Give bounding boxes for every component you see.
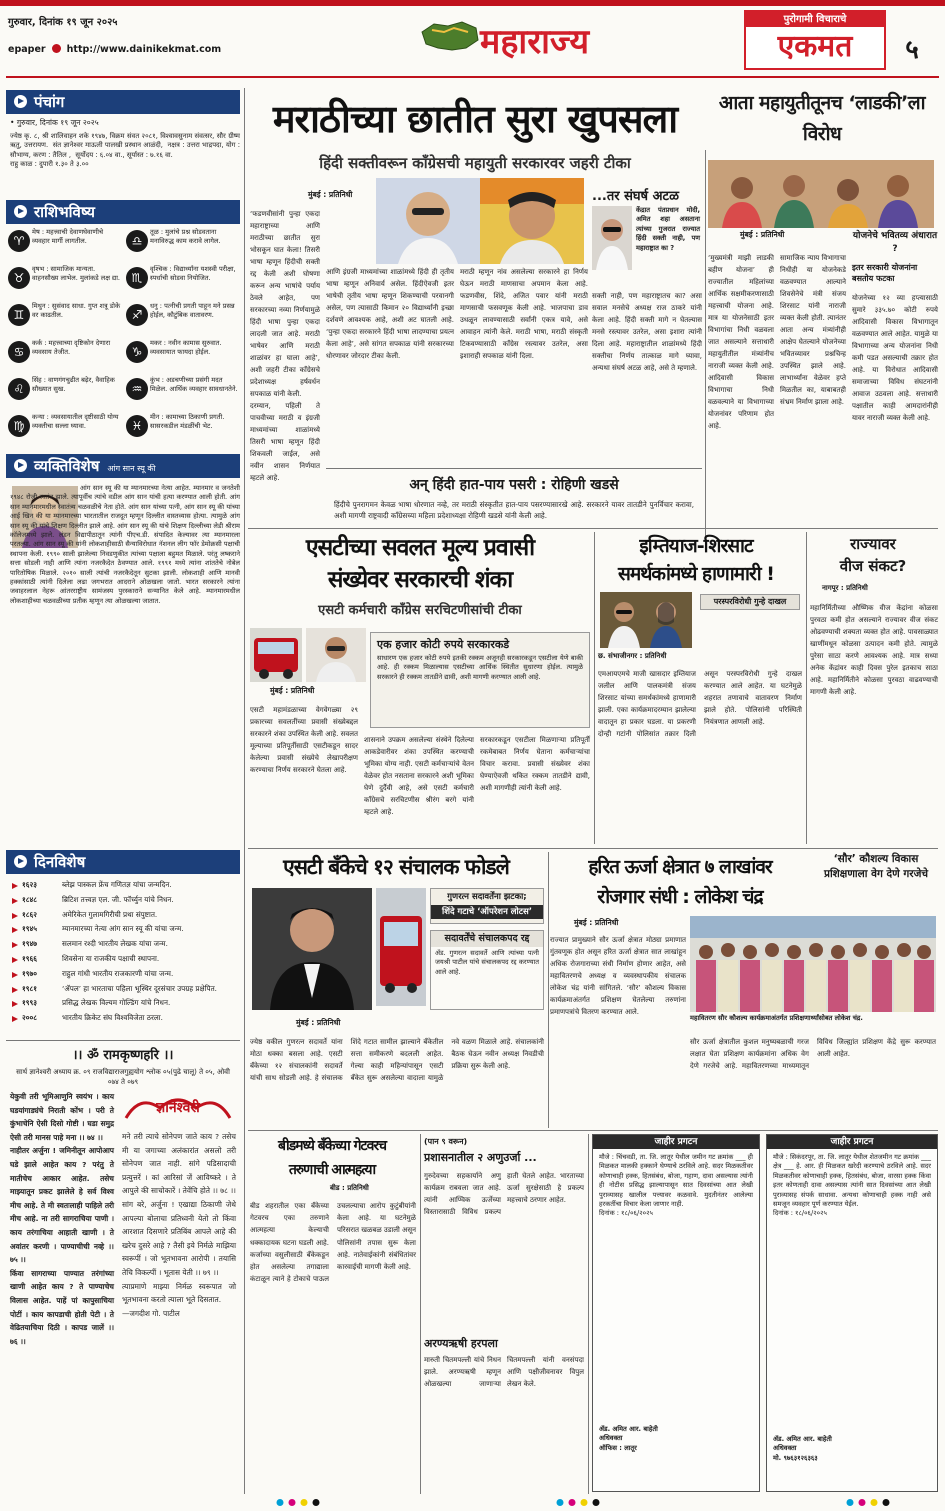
dinvishesh-year: १९९३ <box>22 998 37 1008</box>
rashi-item <box>124 228 241 257</box>
rashi-text: मिथुन : सुसंवाद साधा. गुप्त शत्रू डोके वर काढतील. <box>32 302 121 319</box>
vyakti-title: व्यक्तिविशेष <box>34 457 100 475</box>
vyakti-name: आंग सान स्यू की <box>107 464 156 473</box>
harit-headline-1: हरित ऊर्जा क्षेत्रात ७ लाखांवर <box>588 856 772 878</box>
st-col3: सरकारकडून एसटीला मिळणाऱ्या प्रतिपूर्ती रकमेबाबत निर्णय घेताना कर्मचाऱ्यांचा विचार करावा. प्रवासी संख्येवर शंका घेण्याऐवजी थकित रक्कम तातडीने द्यावी, अशी मागणीही त्यांनी केली आहे. <box>480 736 593 792</box>
dinvishesh-text: ब्रिटिश तत्त्वज्ञ एल. जी. फॉर्च्युन यांचे निधन. <box>62 894 174 904</box>
dinvishesh-year: १६२३ <box>22 880 37 889</box>
rashi-item <box>6 339 123 368</box>
rashi-item <box>6 376 123 405</box>
dinvishesh-year: २००८ <box>22 1013 37 1023</box>
st-dateline: मुंबई : प्रतिनिधी <box>270 686 315 695</box>
dinvishesh-text: सलमान रश्दी भारतीय लेखक यांचा जन्म. <box>62 939 168 949</box>
section-title: महाराज्य <box>480 22 590 62</box>
raj-title: ...तर संघर्ष अटळ <box>592 189 679 204</box>
imtiyaz-box-title: परस्परविरोधी गुन्हे दाखल <box>713 597 787 606</box>
group-photo <box>690 916 936 1012</box>
notice-ad-1-title: जाहीर प्रगटन <box>593 1135 759 1149</box>
rohini-title: अन् हिंदी हात-पाय पसरी : रोहिणी खडसे <box>409 477 619 493</box>
st-col1: एसटी महामंडळाच्या वेगवेगळ्या २९ प्रकारच्या सवलतींच्या प्रवासी संख्येबद्दल सरकारने शंका उपस्थित केली आहे. सवलत मूल्याच्या प्रतिपूर्तीसाठी एसटीकडून सादर केलेल्या प्रवासी संख्येचे लेखापरीक्षण करण्याचा निर्णय सरकारने घेतला आहे. <box>250 706 361 774</box>
st-headline-2: संख्येवर सरकारची शंका <box>327 567 513 593</box>
dinvishesh-year: १९६६ <box>22 953 37 963</box>
notice-ad-2-body: मौजे : सिकंदरपूर, ता. जि. लातूर येथील शेतजमीन गट क्रमांक ___ क्षेत्र ___ हे. आर. ही मिळकत खरेदी करण्याचे ठरविले आहे. सदर मिळकतीवर कोणाचाही हक्क, हितसंबंध, बोजा, वारसा हक्क किंवा इतर कोणताही दावा असल्यास त्यांनी सात दिवसांच्या आत लेखी पुराव्यासह संपर्क साधावा. अन्यथा कोणाचाही हक्क नाही असे समजून व्यवहार पूर्ण करण्यात येईल. दिनांक : १८/०६/२०२५ <box>773 1153 931 1218</box>
bank-rule <box>548 852 549 1128</box>
mid-rule-1 <box>248 528 938 529</box>
rashi-text: सिंह : वाणगंगचुढीत बढ़ेर, वैवाहिक सौख्यात सुख. <box>32 376 115 393</box>
date-label: गुरुवार, दिनांक १९ जून २०२५ <box>8 17 118 28</box>
cont-subhead: अरण्यऋषी हरपला <box>424 1337 498 1350</box>
cont-rule <box>588 1134 589 1494</box>
dinvishesh-item <box>8 1013 240 1028</box>
harit-caption: महावितरण सौर कौशल्य कार्यक्रमाअंतर्गत प्रशिक्षणार्थ्यांसोबत लोकेश चंद्र. <box>690 1014 863 1022</box>
dnyaneshwari-logo-text: ज्ञानेश्वरी <box>156 1100 200 1116</box>
top-strip <box>0 0 945 6</box>
rashi-item <box>124 376 241 405</box>
rashi-text: वृश्चिक : विद्यार्थ्यांना यशस्वी परीक्षा, स्पर्धाची सोडवा नियोजित. <box>150 265 236 282</box>
rashi-text: धनु : पत्नीची प्रगती पाहून मने प्रसन्न होईल, कौटुंबिक वातावरण. <box>150 302 235 319</box>
st-col2: शासनाने उपक्रम असलेल्या संस्थेने दिलेल्या आकडेवारीवर शंका उपस्थित करण्याची भूमिका योग्य नाही. एसटी कर्मचाऱ्यांचे वेतन वेळेवर होत नसताना सरकारने अशी भूमिका घेणे दुर्दैवी आहे, असे एसटी कर्मचारी काँग्रेसचे सरचिटणीस श्रीरंग बरगे यांनी म्हटले आहे. <box>364 736 477 816</box>
rashi-left <box>6 228 123 450</box>
st-bus-photo <box>250 628 302 682</box>
ramkrishna-col2: मने तरी त्याचे सोनेपण जाते काय ? तसेच मी या जगाच्या अलंकारांत असलो तरी सोनेपण जात नाही. सांगे पडिसादाची प्रत्युत्तरें । कां आरिसां जें आविष्करे । ते आपुले की साचोकारें । तेवेंचि होते ।। ७८ ।। सांग बरे, अर्जुना ! एखाद्या ठिकाणी जेथे आपल्या बोलाचा प्रतिध्वनी येतो तो किंवा आरशात दिसणारे प्रतिबिंब आपले आहे की खरेच दुसरे आहे ? तैसी इये निर्मळे माझिया स्वरूपीं । जो भूतभावना आरोपी । तयासि तेचि विकल्पीं । भूतास येती ।। ७९ ।। त्याप्रमाणे माझ्या निर्मळ स्वरूपात जो भूतभावना करतो त्याला भूते दिसतात. —जगदीश गो. पाटील <box>122 1132 236 1318</box>
rashi-text: कन्या : व्यवसायातील दृष्टीसाठी योग्य व्यक्तीचा सल्ला घ्यावा. <box>32 413 119 430</box>
main-dateline: मुंबई : प्रतिनिधी <box>308 190 353 199</box>
dinvishesh-text: ‘ॲपल’ हा भारताचा पहिला भूस्थिर दूरसंचार उपग्रह प्रक्षेपित. <box>62 983 217 993</box>
cont-label: (पान ९ वरून) <box>424 1137 468 1146</box>
ladki-dateline: मुंबई : प्रतिनिधी <box>740 230 785 239</box>
ramkrishna-col1: येकुवी तरी भूमिआणुनि स्वयंभ । काय घडयांगाड्यंचे निराती कोंभ । परी ते कुंभाचेनि ऐसी दिसो गोष्टी । घडा समुद्र ऐसी तरी मानस पाहे मना ।। ७४ ।। नाहीतर अर्जुना ! जमिनीतून आपोआप घडे झाले आहेत काय ? परंतु ते मातीचेच आकार आहेत. तसेच माझ्यातून प्रकट झालेले हे सर्व विश्व मीच आहे. ते मी स्वतःलाही पाहिले तरी मीच आहे. ना तरी सागराचिया पाणी । काय तरंगाचिया आहाती खाणी । ते अवांतर करणी । पाण्याचीची नव्हे ।। ७५ ।। किंवा सागराच्या पाण्यात तरंगांच्या खाणी आहेत काय ? ते पाण्याचेच विलास आहेत. पाहें पां कापुसाचिया पोटीं । काय कापडाची होती पेटी । ते वेढितयाचिया दिठी । कापड जालें ।। ७६ ।। <box>10 1092 114 1346</box>
arrow-icon <box>14 95 27 108</box>
main-subhead: हिंदी सक्तीवरून काँग्रेसची महायुती सरकारवर जहरी टीका <box>319 154 631 172</box>
dinvishesh-text: ब्लेझ पास्कल फ्रेंच गणितज्ञ यांचा जन्मदिन. <box>62 880 172 889</box>
main-col2: आणि इंग्रजी माध्यमांच्या शाळांमध्ये हिंदी ही तृतीय भाषा म्हणून अनिवार्य असेल. हिंदीऐवजी इतर भाषेची तृतीय भाषा म्हणून शिकण्याची परवानगी असेल, पण त्यासाठी किमान २० विद्यार्थ्यांनी इच्छा दर्शवणे आवश्यक आहे, अशी अट घातली आहे. ‘पुन्हा एकदा सरकारने हिंदी भाषा लादण्याचा प्रयत्न केला आहे’, असे सांगत सपकाळ यांनी सरकारच्या धोरणावर जोरदार टीका केली. <box>326 268 457 360</box>
mid-rule-3 <box>248 1130 938 1131</box>
epaper-url: http://www.dainikekmat.com <box>66 44 222 55</box>
dinvishesh-list <box>8 880 240 1030</box>
arrow-icon <box>14 459 27 472</box>
st-bus-photo-2 <box>376 888 426 1006</box>
zodiac-icon: ♑ <box>126 341 148 363</box>
rashi-title: राशिभविष्य <box>34 203 95 221</box>
imtiyaz-headline-1: इम्तियाज-शिरसाट <box>639 535 753 557</box>
beed-headline-2: तरुणाची आत्महत्या <box>288 1162 376 1178</box>
notice-ad-2 <box>766 1134 938 1492</box>
st-box-body: साधारण एक हजार कोटी रुपये इतकी रक्कम अजूनही सरकारकडून एसटीला येणे बाकी आहे. ही रक्कम मिळाल्यास एसटीच्या आर्थिक स्थितीत सुधारणा होईल. त्यामुळे सरकारने ही रक्कम तातडीने द्यावी, अशी मागणी करण्यात आली आहे. <box>377 654 586 681</box>
rashi-item <box>6 228 123 257</box>
ladki-side-question: योजनेचे भवितव्य अंधारात ? <box>852 231 938 254</box>
vij-dateline: नागपूर : प्रतिनिधी <box>822 584 868 592</box>
st-subhead: एसटी कर्मचारी काँग्रेस सरचिटणीसांची टीका <box>318 603 522 618</box>
dinvishesh-year: १८६२ <box>22 909 37 919</box>
dinvishesh-item <box>8 939 240 954</box>
zodiac-icon: ♈ <box>8 230 30 252</box>
epaper-link[interactable] <box>8 44 268 58</box>
globe-icon <box>52 44 61 53</box>
brand-tagline: पुरोगामी विचाराचे <box>746 12 884 27</box>
bank-box-body: ॲड. गुणरत्न सदावर्ते आणि त्यांच्या पत्नी जयश्री पाटील यांचे संचालकपद रद्द करण्यात आले आहे. <box>435 949 542 976</box>
page-number: ५ <box>905 35 919 65</box>
beed-body: बीड शहरातील एका बँकेच्या गेटवरच एका तरुणाने आत्महत्या केल्याची धक्कादायक घटना घडली आहे. कर्जाच्या वसुलीसाठी बँकेकडून होत असलेल्या तगाद्याला कंटाळून त्याने हे टोकाचे पाऊल उचलल्याचा आरोप कुटुंबीयांनी केला आहे. या घटनेमुळे परिसरात खळबळ उडाली असून पोलिसांनी तपास सुरू केला आहे. नातेवाईकांनी संबंधितांवर कारवाईची मागणी केली आहे. <box>250 1202 419 1284</box>
bank-kicker-2: शिंदे गटाचे ‘ऑपरेशन लोटस’ <box>431 905 543 919</box>
dinvishesh-item <box>8 895 240 910</box>
brand-logo: एकमत <box>777 29 853 64</box>
bargay-photo <box>306 628 366 682</box>
st-headline-1: एसटीच्या सवलत मूल्य प्रवासी <box>305 535 535 561</box>
vij-body: महानिर्मितीच्या औष्णिक वीज केंद्रांना कोळसा पुरवठा कमी होत असल्याने राज्यावर वीज संकट ओढवण्याची शक्यता व्यक्त होत आहे. पावसाळ्यात खाणींमधून कोळसा उत्पादन कमी होते. त्यामुळे पुरेसा साठा करणे आवश्यक आहे. मात्र सध्या अनेक केंद्रांवर काही दिवस पुरेल इतकाच साठा आहे. महानिर्मितीने कोळसा पुरवठा वाढवण्याची मागणी केली आहे. <box>810 604 941 696</box>
rashi-text: मीन : कामाच्या ठिकाणी प्रगती. सासरकडील मंडळींची भेट. <box>150 413 225 430</box>
panchang-header <box>6 90 240 114</box>
dinvishesh-text: प्रसिद्ध लेखक विल्यम गोल्डिंग यांचे निधन. <box>62 998 171 1008</box>
imtiyaz-body: एमआयएमचे माजी खासदार इम्तियाज जलील आणि पालकमंत्री संजय शिरसाट यांच्या समर्थकांमध्ये हाणामारी झाली. एका कार्यक्रमादरम्यान झालेल्या वादातून हा प्रकार घडला. या प्रकरणी दोन्ही गटांनी पोलिसांत तक्रार दिली असून परस्परविरोधी गुन्हे दाखल करण्यात आले आहेत. या घटनेमुळे शहरात तणावाचे वातावरण निर्माण झाले होते. पोलिसांनी परिस्थिती नियंत्रणात आणली आहे. <box>598 670 805 738</box>
raj-thackeray-photo <box>592 206 632 270</box>
dinvishesh-title: दिनविशेष <box>34 853 86 871</box>
print-registration-marks <box>260 1492 920 1501</box>
dinvishesh-item <box>8 954 240 969</box>
panchang-title: पंचांग <box>34 93 65 111</box>
bank-kicker <box>430 888 544 924</box>
rohini-body: हिंदीचे पुनरागमन केवळ भाषा धोरणात नव्हे, तर मराठी संस्कृतीत हात-पाय पसरण्यासारखे आहे. सरकारने यावर तातडीने पुनर्विचार करावा, अशी मागणी राष्ट्रवादी काँग्रेसच्या महिला प्रदेशाध्यक्षा रोहिणी खडसे यांनी केली आहे. <box>334 500 697 520</box>
harit-side-body: सौर ऊर्जा क्षेत्रातील कुशल मनुष्यबळाची गरज लक्षात घेता प्रशिक्षण कार्यक्रमांना अधिक वेग देणे गरजेचे आहे. महावितरणच्या माध्यमातून विविध जिल्ह्यांत प्रशिक्षण केंद्रे सुरू करण्यात आली आहेत. <box>690 1038 939 1070</box>
rashi-item <box>124 302 241 331</box>
st-box <box>370 632 590 728</box>
dinvishesh-item <box>8 969 240 984</box>
rashi-text: वृषभ : सामाजिक मान्यता. वाहनसौख्य लाभेल. मुलांकडे लक्ष द्या. <box>32 265 121 282</box>
beed-headline-1: बीडमध्ये बँकेच्या गेटवरच <box>278 1138 386 1154</box>
masthead <box>0 0 945 88</box>
masthead-rule <box>6 76 939 78</box>
imtiyaz-box <box>700 594 800 610</box>
dinvishesh-text: राहुल गांधी भारतीय राजकारणी यांचा जन्म. <box>62 968 174 978</box>
bank-box <box>430 930 544 1010</box>
harit-body: राज्यात प्रामुख्याने सौर ऊर्जा क्षेत्रात मोठ्या प्रमाणात गुंतवणूक होत असून हरित ऊर्जा क्षेत्रात सात लाखांहून अधिक रोजगाराच्या संधी निर्माण होणार आहेत, असे महावितरणचे अध्यक्ष व व्यवस्थापकीय संचालक लोकेश चंद्र यांनी सांगितले. ‘सौर’ कौशल्य विकास कार्यक्रमाअंतर्गत प्रशिक्षण घेतलेल्या तरुणांना प्रमाणपत्रांचे वितरण करण्यात आले. <box>550 936 689 1016</box>
vyakti-body: आंग सान स्यू की या म्यानमारच्या नेत्या आहेत. म्यानमार व जनतेशी १९४८ रोजी स्वतंत्र झाले. त्यापूर्वीच त्यांचे वडील आंग सान यांची हत्या करण्यात आली होती. आंग सान म्यानमारमधील स्वातंत्र्य चळवळीचे नेता होते. आंग सान यांच्या पत्नी, आंग सान स्यू की यांच्या आई खिन की या म्यानमारच्या भारतातील राजदूत म्हणून दिल्लीत वास्तव्यास होत्या. त्यामुळे आंग सान स्यू की यांचे शिक्षण दिल्लीत झाले आहे. आंग सान स्यू की यांचे शिक्षण दिल्लीच्या लेडी श्रीराम कॉलेजमध्ये झाले. लंडन विद्यापीठातून त्यांनी पीएच.डी. संपादित केल्यावर त्या म्यानमारला परतल्या. आंग सान स्यू की यांनी लोकशाहीसाठी सैन्याविरोधात नॅशनल लीग फॉर डेमोक्रसी पक्षाची स्थापना केली. १९९० साली झालेल्या निवडणुकीत त्यांच्या पक्षाला बहुमत मिळाले. परंतु लष्कराने सत्ता सोडली नाही आणि त्यांना नजरकैदेत ठेवण्यात आले. १९९१ मध्ये त्यांना शांततेचे नोबेल पारितोषिक मिळाले. २०१० साली त्यांची नजरकैदेतून सुटका झाली. लोकशाही आणि मानवी हक्कांसाठी त्यांनी दिलेला लढा जगभरात आदराने ओळखला जातो. भारत सरकारने त्यांना जवाहरलाल नेहरू आंतरराष्ट्रीय सामंजस्य पुरस्काराने सन्मानित केले आहे. म्यानमारमधील लोकशाहीच्या चळवळीच्या प्रतीक म्हणून त्या ओळखल्या जातात. <box>10 484 243 605</box>
harit-dateline: मुंबई : प्रतिनिधी <box>574 918 619 927</box>
harit-headline-2: रोजगार संधी : लोकेश चंद्र <box>597 886 763 908</box>
bank-kicker-1: गुणरत्न सदावर्तेंना झटका; <box>447 892 527 902</box>
zodiac-icon: ♋ <box>8 341 30 363</box>
rashi-item <box>6 265 123 294</box>
arrow-icon <box>14 855 27 868</box>
zodiac-icon: ♊ <box>8 304 30 326</box>
maharashtra-map-icon <box>418 18 482 54</box>
ramkrishna-subtitle: सार्थ ज्ञानेश्वरी अध्याय क्र. ०९ राजविद्याराजगुह्ययोग श्लोक ०५(पुढे चालू) ते ०५, ओवी ०७४ ते ०७९ <box>16 1068 230 1086</box>
ladki-body2: सामाजिक न्याय विभागाचा निधीही या योजनेकडे वळवण्यात आल्याने शिवसेनेचे मंत्री संजय शिरसाट यांनी नाराजी व्यक्त केली होती. त्यानंतर आता अन्य मंत्र्यांनीही आक्षेप घेतल्याने योजनेच्या भवितव्यावर प्रश्नचिन्ह उपस्थित झाले आहे. लाभार्थ्यांना वेळेवर हप्ते मिळतील का, याबाबतही संभ्रम निर्माण झाला आहे. <box>780 254 849 406</box>
zodiac-icon: ♌ <box>8 378 30 400</box>
bank-body: ज्येष्ठ वकील गुणरत्न सदावर्ते यांना मोठा धक्का बसला आहे. एसटी बँकेच्या १२ संचालकांनी सदावर्ते यांची साथ सोडली आहे. हे संचालक शिंदे गटात सामील झाल्याने बँकेतील सत्ता समीकरणे बदलली आहेत. गेल्या काही महिन्यांपासून एसटी बँकेत सुरू असलेल्या वादाला यामुळे नवे वळण मिळाले आहे. संचालकांनी बैठक घेऊन नवीन अध्यक्ष निवडीची प्रक्रिया सुरू केली आहे. <box>250 1038 547 1082</box>
zodiac-icon: ♐ <box>126 304 148 326</box>
politician-photo <box>376 178 584 264</box>
imtiyaz-photo <box>600 592 692 648</box>
arrow-icon <box>14 205 27 218</box>
dinvishesh-year: १९८१ <box>22 983 37 993</box>
dinvishesh-item <box>8 984 240 999</box>
raj-body: सक्ती नाही, पण महाराष्ट्रातच का? असा सवाल मनसेचे अध्यक्ष राज ठाकरे यांनी केला आहे. हिंदी सक्ती मागे न घेतल्यास मनसे रस्त्यावर उतरेल, असा इशारा त्यांनी दिला आहे. महाराष्ट्रातील शाळांमध्ये हिंदी सक्तीचा निर्णय तात्काळ मागे घ्यावा, अन्यथा संघर्ष अटळ आहे, असे ते म्हणाले. <box>592 292 705 372</box>
rashi-item <box>6 413 123 442</box>
dinvishesh-year: १९४५ <box>22 924 37 934</box>
cont-body-2: मारुती चितमपल्ली यांचे निधन झाले. अरण्यऋषी म्हणून ओळखल्या जाणाऱ्या चितमपल्ली यांनी वनसंपदा आणि पक्षीजीवनावर विपुल लेखन केले. <box>424 1356 587 1388</box>
registration-dots-icon <box>260 1498 920 1507</box>
notice-ad-2-signer: ॲड. अमित आर. बाहेती अधिवक्ता मो. ९७६३१२६३६३ <box>773 1435 832 1462</box>
notice-ad-1-signer: ॲड. अमित आर. बाहेती अधिवक्ता ऑफिस : लातूर <box>599 1425 658 1452</box>
zodiac-icon: ♏ <box>126 267 148 289</box>
rashi-item <box>124 265 241 294</box>
epaper-label: epaper <box>8 44 46 55</box>
main-ladki-rule <box>705 150 706 540</box>
dnyaneshwari-logo <box>120 1090 236 1126</box>
panchang-body: ज्येष्ठ कृ. ८, श्री शालिवाहन शके १९४७, विक्रम संवत २०८१, विश्वावसुनाम संवत्सर, सौर ग्रीष्म ऋतु, उत्तरायण. संत ज्ञानेश्वर माऊली पालखी प्रस्थान आळंदी, नक्षत्र : उत्तरा भाद्रपदा, योग : सौभाग्य, करण : तैतिल , सूर्योदय : ६.०४ वा., सूर्यास्त : ७.१६ वा. राहु काळ : दुपारी १.३० ते ३.०० <box>10 132 240 169</box>
rashi-text: कर्क : महत्त्वाच्या दृष्टिकोन देणारा व्यवसाय तेजीत. <box>32 339 111 356</box>
notice-ad-1 <box>592 1134 760 1492</box>
rashi-item <box>124 413 241 442</box>
st-box-title: एक हजार कोटी रुपये सरकारकडे <box>377 638 510 651</box>
ladki-headline: आता महायुतीतूनच ‘लाडकी’ला विरोध <box>718 92 926 145</box>
mid-rule-2 <box>248 848 938 849</box>
rashi-text: कुंभ : अडचणीच्या प्रसंगी मदत मिळेल. आर्थिक व्यवहार सावधानतेने. <box>150 376 238 393</box>
main-col1: ‘फडणवीसांनी पुन्हा एकदा महाराष्ट्राच्या आणि मराठीच्या छातीत सुरा भोसकून घात केला! तिसरी भाषा म्हणून हिंदीची सक्ती रद्द केली अशी घोषणा करून अन्य भाषांचे पर्याय ठेवले आहेत, पण सरकारच्या नव्या निर्णयामुळे हिंदी भाषा पुन्हा एकदा लादली जात आहे. मराठी भाषेवर आणि मराठी शाळांवर हा घाला आहे’, अशी जहरी टीका काँग्रेसचे प्रदेशाध्यक्ष हर्षवर्धन सपकाळ यांनी केली. दरम्यान, पहिली ते पाचवीच्या मराठी व इंग्रजी माध्यमांच्या शाळांमध्ये तिसरी भाषा म्हणून हिंदी शिकवली जाईल, असे नवीन शासन निर्णयात म्हटले आहे. <box>250 210 320 482</box>
sadavarte-photo <box>252 888 372 1010</box>
zodiac-icon: ♉ <box>8 267 30 289</box>
dinvishesh-year: १९४७ <box>22 939 37 949</box>
rashi-right <box>124 228 241 450</box>
main-headline: मराठीच्या छातीत सुरा खुपसला <box>272 97 678 141</box>
ladki-side-body: योजनेच्या १२ व्या हप्त्यासाठी सुमारे ३३५.७० कोटी रुपये आदिवासी विकास विभागातून वळवण्यात आले आहेत. यामुळे या विभागाच्या अन्य योजनांना निधी कमी पडत असल्याची तक्रार होत आहे. या विरोधात आदिवासी समाजाच्या विविध संघटनांनी आवाज उठवला आहे. सत्ताधारी पक्षातील काही आमदारांनीही यावर नाराजी व्यक्त केली आहे. <box>852 294 941 422</box>
dinvishesh-text: अमेरिकेत गुलामगिरीची प्रथा संपुष्टात. <box>62 909 158 919</box>
ladki-body1: ‘मुख्यमंत्री माझी लाडकी बहीण योजना’ ही राज्यातील महिलांच्या आर्थिक सक्षमीकरणासाठी महत्त्वाची योजना आहे. मात्र या योजनेसाठी इतर विभागांचा निधी वळवला जात असल्याने सत्ताधारी महायुतीतील मंत्र्यांनीच नाराजी व्यक्त केली आहे. आदिवासी विकास विभागाचा निधी वळवल्याने या विभागाच्या योजनांवर परिणाम होत आहे. <box>708 254 777 430</box>
brand-box <box>744 10 886 70</box>
zodiac-icon: ♒ <box>126 378 148 400</box>
main-col3: मराठी म्हणून नांव असलेल्या सरकारने हा निर्णय घेऊन मराठी माणसाचा अपमान केला आहे. फडणवीस, शिंदे, अजित पवार यांनी मराठी माणसाची फसवणूक केली आहे. भाजपाचा डाव उधळून लावण्यासाठी सर्वांनी एकत्र यावे, असे आवाहन त्यांनी केले. मराठी भाषा, मराठी संस्कृती टिकवण्यासाठी काँग्रेस रस्त्यावर उतरेल, असा इशाराही सपकाळ यांनी दिला. <box>460 268 591 360</box>
rashi-item <box>6 302 123 331</box>
notice-ad-2-title: जाहीर प्रगटन <box>767 1135 937 1149</box>
cont-headline: प्रशासनातील २ अणुउर्जा ... <box>424 1151 537 1164</box>
rashi-text: मेष : महत्त्वाची देवाणघेवाणीचे व्यवहार मार्गी लागतील. <box>32 228 104 245</box>
beed-dateline: बीड : प्रतिनिधी <box>330 1184 369 1192</box>
rashi-item <box>124 339 241 368</box>
left-column-rule <box>244 88 245 1494</box>
beed-rule <box>420 1134 421 1494</box>
dinvishesh-year: १९७० <box>22 968 37 978</box>
imtiyaz-headline-2: समर्थकांमध्ये हाणामारी ! <box>618 563 774 585</box>
vyakti-header <box>6 454 240 478</box>
dinvishesh-text: म्यानमारच्या नेत्या आंग सान स्यू की यांचा जन्म. <box>62 924 184 934</box>
zodiac-icon: ♍ <box>8 415 30 437</box>
dinvishesh-item <box>8 924 240 939</box>
dinvishesh-item <box>8 880 240 895</box>
ramkrishna-title: ।। ॐ रामकृष्णहरि ।। <box>72 1048 174 1063</box>
bank-headline: एसटी बँकेचे १२ संचालक फोडले <box>283 855 509 879</box>
vij-headline-2: वीज संकट? <box>839 557 907 575</box>
imtiyaz-rule <box>806 532 807 844</box>
bank-box-title: सदावर्तेंचे संचालकपद रद्द <box>431 931 543 947</box>
dinvishesh-item <box>8 910 240 925</box>
dinvishesh-text: शिवसेना या राजकीय पक्षाची स्थापना. <box>62 953 160 963</box>
imtiyaz-dateline: छ. संभाजीनगर : प्रतिनिधी <box>598 652 667 660</box>
st-rule <box>594 532 595 844</box>
zodiac-icon: ♎ <box>126 230 148 252</box>
vij-headline-1: राज्यावर <box>850 535 896 553</box>
panchang-date: • गुरुवार, दिनांक १९ जून २०२५ <box>10 118 99 127</box>
notice-ad-1-body: मौजे : चिंचवडी, ता. जि. लातूर येथील जमीन गट क्रमांक ___ ही मिळकत मालकी हक्काने घेण्याचे ठरविले आहे. सदर मिळकतीवर कोणाचाही हक्क, हितसंबंध, बोजा, गहाण, दावा असल्यास त्यांनी ही नोटीस प्रसिद्ध झाल्यापासून सात दिवसांच्या आत लेखी पुराव्यासह खालील पत्त्यावर कळवावे. मुदतीनंतर आलेल्या हरकतींचा विचार केला जाणार नाही. दिनांक : १८/०६/२०२५ <box>599 1153 753 1218</box>
dinvishesh-year: १८४८ <box>22 894 37 904</box>
raj-side: केंद्रात पंतप्रधान मोदी, अमित शहा असताना त्यांच्या गुजरात राज्यात हिंदी सक्ती नाही, पण महाराष्ट्रात का ? <box>636 206 703 252</box>
harit-side-title: ‘सौर’ कौशल्य विकास प्रशिक्षणाला वेग देणे गरजेचे <box>823 853 929 880</box>
rashi-header <box>6 200 240 224</box>
cont-body: गुरुदेवच्या सहकार्याने अणु कार्यक्रम राबवला जात आहे. त्यांनी आण्विक ऊर्जेच्या विस्तारासाठी विविध प्रकल्प हाती घेतले आहेत. भारताच्या ऊर्जा सुरक्षेसाठी हे प्रकल्प महत्त्वाचे ठरणार आहेत. <box>424 1172 587 1216</box>
zodiac-icon: ♓ <box>126 415 148 437</box>
dinvishesh-item <box>8 998 240 1013</box>
women-photo <box>708 160 934 228</box>
rashi-text: तूळ : मुलांचे प्रश्न सोडवताना मनाविरुद्ध काम करावे लागेल. <box>150 228 221 245</box>
ladki-side-subhead: इतर सरकारी योजनांना बसतोय फटका <box>852 263 918 283</box>
rashi-text: मकर : नवीन कामास सुरुवात. व्यवसायात फायदा होईल. <box>150 339 222 356</box>
bank-dateline: मुंबई : प्रतिनिधी <box>296 1018 341 1027</box>
dinvishesh-text: भारतीय क्रिकेट संघ विश्वविजेता ठरला. <box>62 1013 163 1023</box>
dinvishesh-header <box>6 850 240 874</box>
